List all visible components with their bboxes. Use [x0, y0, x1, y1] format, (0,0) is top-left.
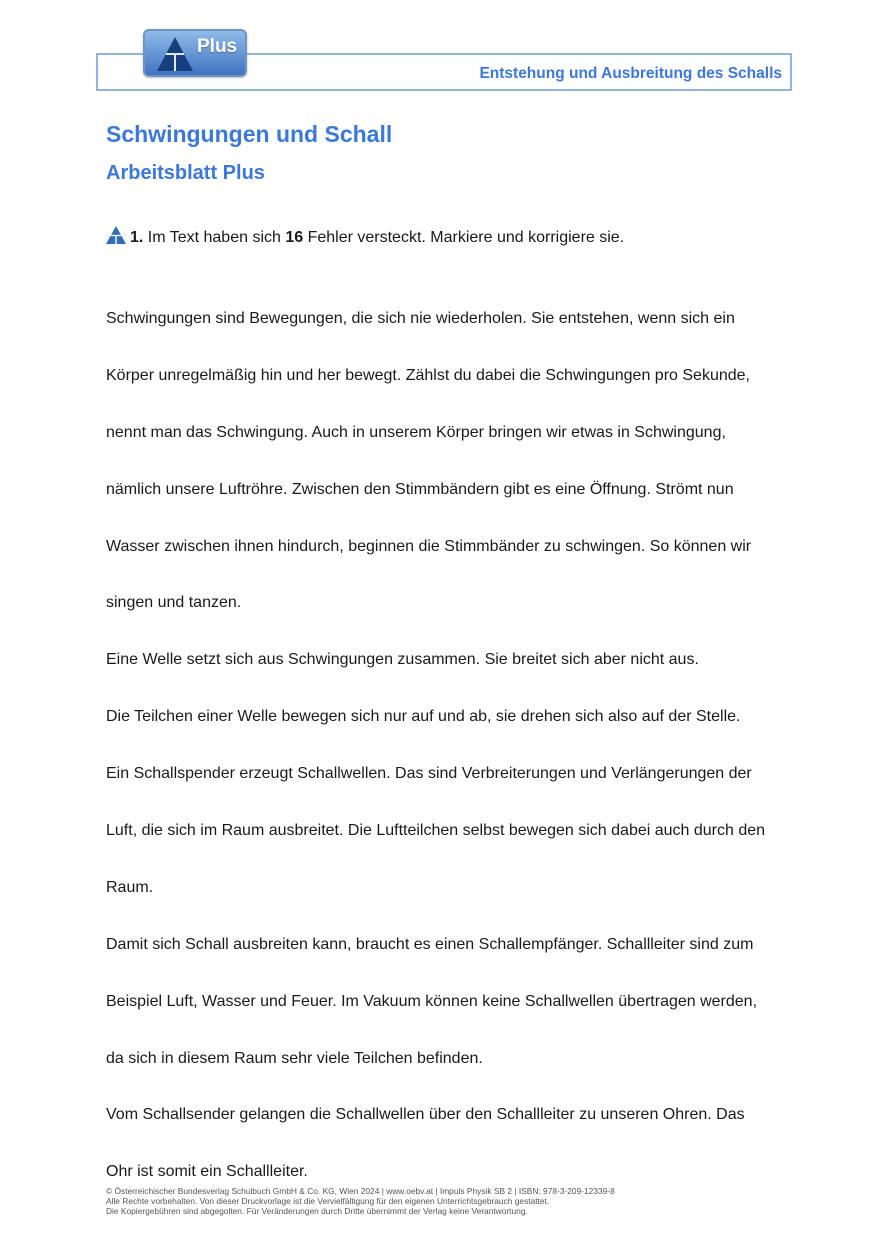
- body-line: Eine Welle setzt sich aus Schwingungen zusammen. Sie breitet sich aber nicht aus.: [106, 651, 699, 669]
- logo-text: Plus: [197, 36, 238, 57]
- task-text-after: Fehler versteckt. Markiere und korrigiere sie.: [303, 229, 625, 246]
- body-line: Ein Schallspender erzeugt Schallwellen. Das sind Verbreiterungen und Verlängerungen der: [106, 765, 752, 783]
- body-line: Vom Schallsender gelangen die Schallwellen über den Schallleiter zu unseren Ohren. Das: [106, 1106, 745, 1124]
- header-title: Entstehung und Ausbreitung des Schalls: [479, 65, 782, 82]
- task-text-before: Im Text haben sich: [143, 229, 286, 246]
- plus-logo: [143, 29, 247, 77]
- task-instruction: [106, 226, 624, 247]
- body-line: singen und tanzen.: [106, 594, 242, 612]
- task-number: 1.: [130, 229, 144, 246]
- body-line: Ohr ist somit ein Schallleiter.: [106, 1163, 308, 1181]
- triangle-logo-icon: [155, 35, 195, 73]
- body-line: Körper unregelmäßig hin und her bewegt. Zählst du dabei die Schwingungen pro Sekunde,: [106, 366, 750, 384]
- page-subtitle: Arbeitsblatt Plus: [106, 162, 265, 184]
- body-line: Damit sich Schall ausbreiten kann, braucht es einen Schallempfänger. Schallleiter sind zum: [106, 935, 754, 953]
- body-line: da sich in diesem Raum sehr viele Teilchen befinden.: [106, 1049, 483, 1067]
- triangle-task-icon: [106, 226, 126, 244]
- task-error-count: 16: [285, 229, 304, 246]
- body-line: Beispiel Luft, Wasser und Feuer. Im Vakuum können keine Schallwellen übertragen werden,: [106, 992, 758, 1010]
- body-line: Luft, die sich im Raum ausbreitet. Die Luftteilchen selbst bewegen sich dabei auch durch den: [106, 822, 766, 840]
- page-title: Schwingungen und Schall: [106, 121, 393, 147]
- footer-rights: Alle Rechte vorbehalten. Von dieser Druckvorlage ist die Vervielfältigung für den eigenen Unterrichtsgebrauch gestattet.: [106, 1196, 550, 1207]
- footer-copyright: © Österreichischer Bundesverlag Schulbuch GmbH & Co. KG, Wien 2024 | www.oebv.at | Impuls Physik SB 2 | ISBN: 978-3-209-12339-8: [106, 1186, 615, 1196]
- body-text: [106, 291, 796, 1201]
- body-line: Schwingungen sind Bewegungen, die sich nie wiederholen. Sie entstehen, wenn sich ein: [106, 310, 735, 327]
- body-line: nämlich unsere Luftröhre. Zwischen den Stimmbändern gibt es eine Öffnung. Strömt nun: [106, 480, 734, 498]
- footer-disclaimer: Die Kopiergebühren sind abgegolten. Für Veränderungen durch Dritte übernimmt der Verlag keine Verantwortung.: [106, 1206, 528, 1217]
- body-line: Die Teilchen einer Welle bewegen sich nur auf und ab, sie drehen sich also auf der Stelle.: [106, 708, 741, 726]
- body-line: nennt man das Schwingung. Auch in unserem Körper bringen wir etwas in Schwingung,: [106, 423, 726, 441]
- body-line: Wasser zwischen ihnen hindurch, beginnen die Stimmbänder zu schwingen. So können wir: [106, 537, 752, 555]
- body-line: Raum.: [106, 878, 154, 896]
- footer: [106, 1186, 796, 1217]
